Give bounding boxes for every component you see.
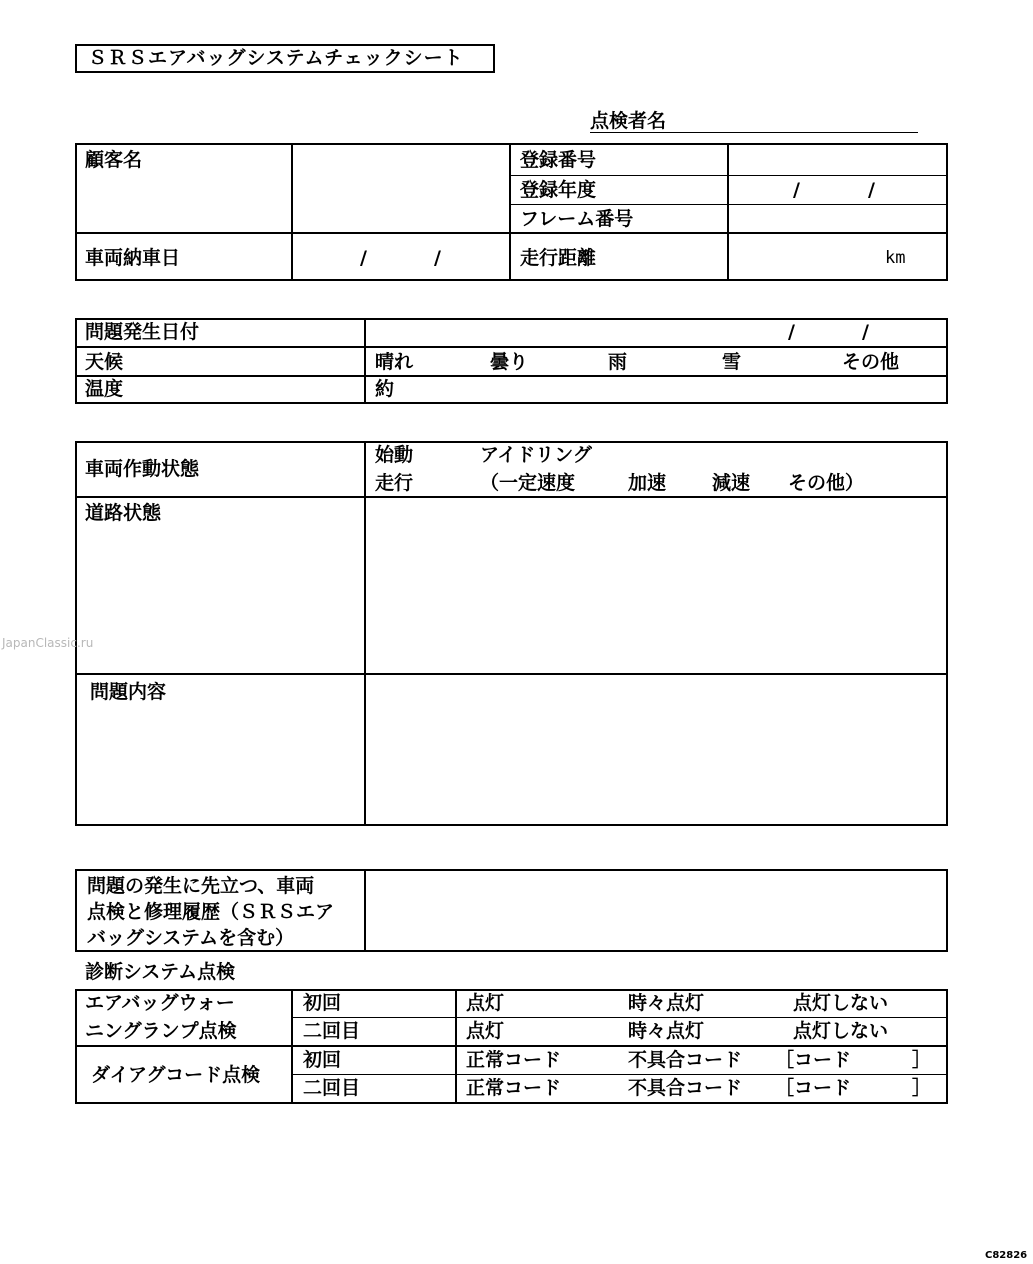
code-first-fault[interactable]: 不具合コード	[628, 1049, 743, 1071]
road-condition-field[interactable]	[366, 498, 946, 672]
reg-year-slash: /	[793, 179, 800, 201]
op-start[interactable]: 始動	[375, 444, 414, 466]
code-second-close: ］	[912, 1077, 932, 1099]
history-label-line: 問題の発生に先立つ、車両	[87, 875, 315, 897]
divider	[509, 143, 511, 281]
code-first-close: ］	[912, 1049, 932, 1071]
delivery-date-label: 車両納車日	[85, 247, 181, 269]
mileage-unit: km	[885, 248, 906, 268]
weather-option-rain[interactable]: 雨	[608, 351, 628, 373]
operation-label: 車両作動状態	[85, 458, 200, 480]
code-second-normal[interactable]: 正常コード	[466, 1077, 562, 1099]
problem-content-label: 問題内容	[90, 681, 167, 703]
lamp-first-off[interactable]: 点灯しない	[793, 992, 889, 1014]
lamp-first-label: 初回	[303, 992, 342, 1014]
inspector-label: 点検者名	[590, 110, 667, 132]
divider	[75, 346, 948, 348]
lamp-first-sometimes[interactable]: 時々点灯	[628, 992, 705, 1014]
code-first-normal[interactable]: 正常コード	[466, 1049, 562, 1071]
road-condition-label: 道路状態	[85, 502, 162, 524]
divider	[75, 375, 948, 377]
divider	[75, 1045, 948, 1047]
occurrence-date-slash: /	[862, 321, 869, 343]
figure-code: C82826	[985, 1250, 1028, 1261]
code-second-fault[interactable]: 不具合コード	[628, 1077, 743, 1099]
delivery-date-slash: /	[434, 247, 441, 269]
occurrence-date-label: 問題発生日付	[85, 321, 200, 343]
code-second-open: ［コード	[775, 1077, 852, 1099]
reg-year-slash: /	[868, 179, 875, 201]
lamp-first-on[interactable]: 点灯	[466, 992, 505, 1014]
occurrence-date-slash: /	[788, 321, 795, 343]
divider	[291, 1074, 948, 1075]
diag-code-label: ダイアグコード点検	[91, 1064, 261, 1086]
divider	[509, 175, 948, 176]
lamp-check-label: ニングランプ点検	[85, 1020, 237, 1042]
op-idling[interactable]: アイドリング	[480, 444, 592, 466]
lamp-second-sometimes[interactable]: 時々点灯	[628, 1020, 705, 1042]
page-title: ＳＲＳエアバッグシステムチェックシート	[88, 47, 464, 69]
op-running[interactable]: 走行	[375, 472, 414, 494]
lamp-second-label: 二回目	[303, 1020, 361, 1042]
history-label-line: バッグシステムを含む）	[87, 927, 295, 949]
op-other[interactable]: その他）	[788, 472, 865, 494]
weather-option-other[interactable]: その他	[842, 351, 900, 373]
weather-option-snow[interactable]: 雪	[722, 351, 742, 373]
divider	[291, 1017, 948, 1018]
mileage-label: 走行距離	[520, 247, 597, 269]
reg-year-label: 登録年度	[520, 179, 597, 201]
diag-section-label: 診断システム点検	[85, 961, 236, 983]
lamp-check-label: エアバッグウォー	[85, 992, 235, 1014]
lamp-second-on[interactable]: 点灯	[466, 1020, 505, 1042]
watermark: JapanClassic.ru	[2, 636, 94, 650]
weather-label: 天候	[85, 351, 124, 373]
delivery-date-slash: /	[360, 247, 367, 269]
problem-content-field[interactable]	[366, 675, 946, 824]
weather-option-cloudy[interactable]: 曇り	[490, 351, 529, 373]
divider	[509, 204, 948, 205]
code-second-label: 二回目	[303, 1077, 361, 1099]
history-label-line: 点検と修理履歴（ＳＲＳエア	[87, 901, 335, 923]
weather-option-sunny[interactable]: 晴れ	[375, 351, 414, 373]
op-constant[interactable]: （一定速度	[480, 472, 576, 494]
code-first-label: 初回	[303, 1049, 342, 1071]
customer-name-field[interactable]	[293, 145, 508, 231]
inspector-field[interactable]	[590, 132, 918, 133]
temperature-prefix: 約	[375, 378, 395, 400]
code-first-open: ［コード	[775, 1049, 852, 1071]
customer-name-label: 顧客名	[85, 149, 143, 171]
frame-number-label: フレーム番号	[520, 208, 634, 230]
reg-number-field[interactable]	[729, 145, 946, 174]
history-field[interactable]	[366, 871, 946, 950]
reg-number-label: 登録番号	[520, 149, 597, 171]
lamp-second-off[interactable]: 点灯しない	[793, 1020, 889, 1042]
divider	[364, 318, 366, 404]
frame-number-field[interactable]	[729, 206, 946, 231]
op-decel[interactable]: 減速	[712, 472, 751, 494]
divider	[75, 232, 948, 234]
op-accel[interactable]: 加速	[628, 472, 667, 494]
temperature-label: 温度	[85, 378, 124, 400]
